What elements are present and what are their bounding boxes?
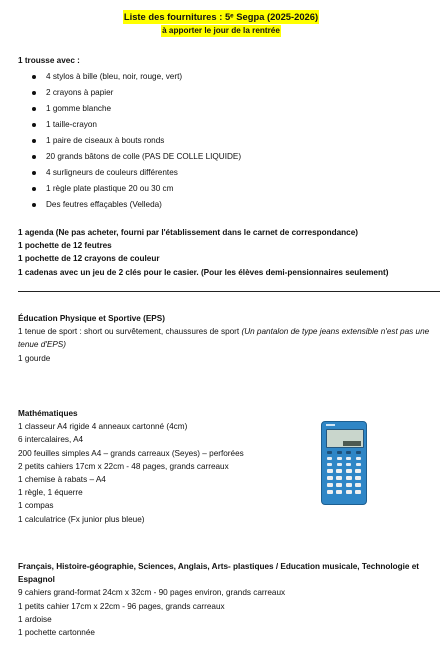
- bullet-icon: [32, 187, 36, 191]
- general-supplies: [18, 226, 436, 279]
- list-item: 1 chemise à rabats – A4: [18, 474, 106, 484]
- list-item: 1 règle plate plastique 20 ou 30 cm: [18, 181, 436, 197]
- list-item: Des feutres effaçables (Velleda): [18, 197, 436, 213]
- maths-section: [18, 407, 436, 526]
- bullet-icon: [32, 139, 36, 143]
- list-item: 2 petits cahiers 17cm x 22cm - 48 pages, grands carreaux: [18, 461, 229, 471]
- list-item: 1 pochette cartonnée: [18, 627, 95, 637]
- list-item: 200 feuilles simples A4 – grands carreaux (Seyes) – perforées: [18, 448, 244, 458]
- list-item: 1 gomme blanche: [18, 101, 436, 117]
- list-item: 6 intercalaires, A4: [18, 435, 84, 445]
- bullet-icon: [32, 107, 36, 111]
- list-item: 1 règle, 1 équerre: [18, 488, 83, 498]
- trousse-list: [18, 69, 436, 213]
- eps-gourde: 1 gourde: [18, 353, 51, 363]
- maths-heading: Mathématiques: [18, 409, 78, 418]
- calculator-icon: [321, 421, 367, 505]
- eps-section: [18, 312, 436, 365]
- page-title: Liste des fournitures : 5ᵉ Segpa (2025-2026): [123, 11, 319, 22]
- list-item: 9 cahiers grand-format 24cm x 32cm - 90 pages environ, grands carreaux: [18, 588, 286, 598]
- list-item: 4 surligneurs de couleurs différentes: [18, 165, 436, 181]
- list-item: 1 petits cahier 17cm x 22cm - 96 pages, grands carreaux: [18, 601, 225, 611]
- header: [0, 10, 442, 37]
- list-item: 4 stylos à bille (bleu, noir, rouge, vert): [18, 69, 436, 85]
- eps-heading: Éducation Physique et Sportive (EPS): [18, 314, 165, 323]
- francais-section: [18, 560, 436, 639]
- list-item: 1 ardoise: [18, 614, 52, 624]
- trousse-heading: 1 trousse avec :: [18, 56, 80, 65]
- cadenas-line: 1 cadenas avec un jeu de 2 clés pour le casier. (Pour les élèves demi-pensionnaires seulement): [18, 267, 389, 277]
- list-item: 1 paire de ciseaux à bouts ronds: [18, 133, 436, 149]
- bullet-icon: [32, 171, 36, 175]
- bullet-icon: [32, 203, 36, 207]
- bullet-icon: [32, 123, 36, 127]
- list-item: 1 classeur A4 rigide 4 anneaux cartonné (4cm): [18, 422, 188, 432]
- list-item: 1 calculatrice (Fx junior plus bleue): [18, 514, 145, 524]
- list-item: 2 crayons à papier: [18, 85, 436, 101]
- bullet-icon: [32, 75, 36, 79]
- list-item: 20 grands bâtons de colle (PAS DE COLLE LIQUIDE): [18, 149, 436, 165]
- list-item: 1 compas: [18, 501, 54, 511]
- page-subtitle: à apporter le jour de la rentrée: [162, 25, 280, 35]
- bullet-icon: [32, 155, 36, 159]
- feutres-line: 1 pochette de 12 feutres: [18, 241, 112, 251]
- bullet-icon: [32, 91, 36, 95]
- agenda-line: 1 agenda (Ne pas acheter, fourni par l'établissement dans le carnet de correspondance): [18, 228, 359, 237]
- francais-heading: Français, Histoire-géographie, Sciences, Anglais, Arts- plastiques / Education musicale, Technologie et Espagnol: [18, 562, 419, 585]
- crayons-line: 1 pochette de 12 crayons de couleur: [18, 254, 160, 264]
- divider: [18, 291, 440, 292]
- eps-tenue: 1 tenue de sport : short ou survêtement, chaussures de sport (Un pantalon de type jeans extensible n'est pas une tenue d'EPS): [18, 327, 430, 350]
- list-item: 1 taille-crayon: [18, 117, 436, 133]
- trousse-section: [18, 54, 436, 213]
